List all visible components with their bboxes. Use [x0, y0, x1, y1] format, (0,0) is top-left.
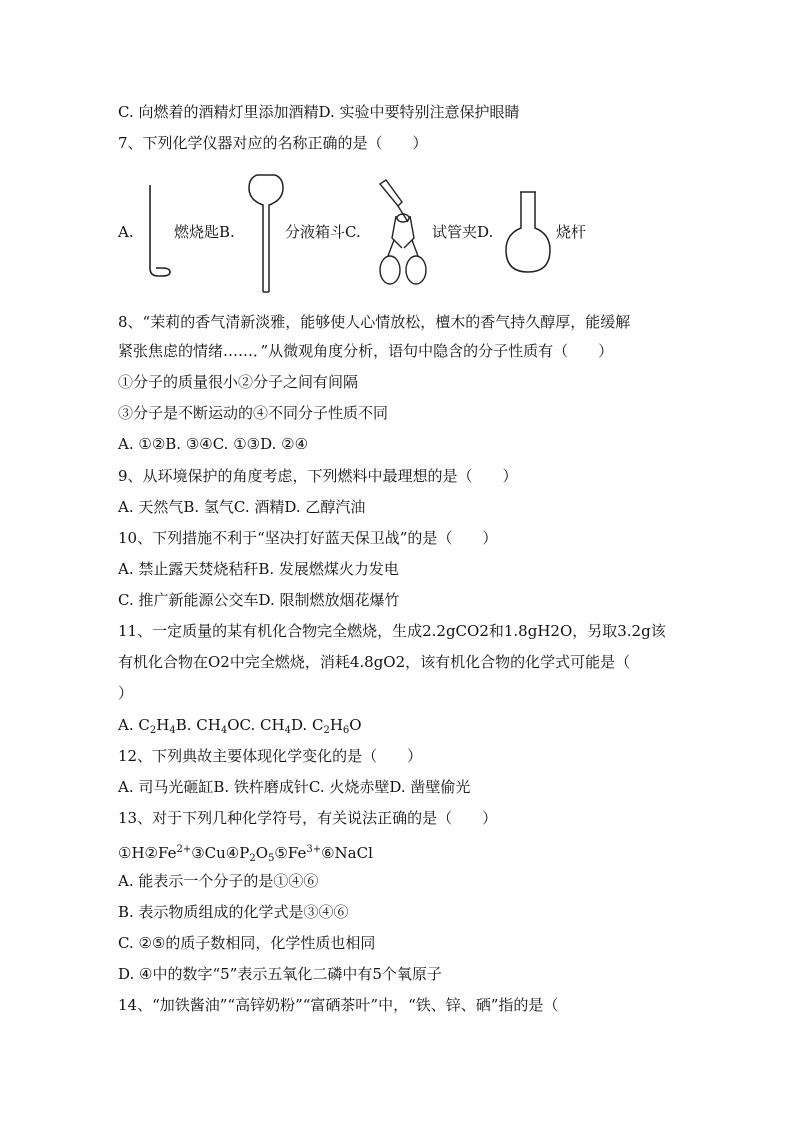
q11-question-line3: ） — [118, 684, 134, 702]
q8-question-line2: 紧张焦虑的情绪……．”从微观角度分析，语句中隐含的分子性质有（ ） — [118, 342, 614, 360]
q7-question: 7、下列化学仪器对应的名称正确的是（ ） — [118, 134, 428, 152]
q6-options-cd: C. 向燃着的酒精灯里添加酒精D. 实验中要特别注意保护眼睛 — [118, 103, 520, 121]
q7-option-b-name: 分液箱斗C. — [285, 223, 361, 241]
q7-option-d-name: 烧杆 — [556, 223, 587, 241]
q8-statements-1: ①分子的质量很小②分子之间有间隔 — [118, 373, 359, 391]
q8-options: A. ①②B. ③④C. ①③D. ②④ — [118, 435, 309, 453]
separatory-funnel-icon — [246, 170, 286, 298]
q9-options: A. 天然气B. 氢气C. 酒精D. 乙醇汽油 — [118, 498, 366, 516]
q13-symbols: $①H②Fe^{2+}③Cu④P_2O_5⑤Fe^{3+}⑥NaCl$ — [118, 844, 373, 864]
q12-options: A. 司马光砸缸B. 铁杵磨成针C. 火烧赤壁D. 凿壁偷光 — [118, 778, 471, 796]
q10-options-ab: A. 禁止露天焚烧秸秆B. 发展燃煤火力发电 — [118, 560, 399, 578]
q11-question-line2: 有机化合物在O2中完全燃烧，消耗4.8gO2，该有机化合物的化学式可能是（ — [118, 653, 631, 671]
q9-question: 9、从环境保护的角度考虑，下列燃料中最理想的是（ ） — [118, 467, 518, 485]
q8-statements-2: ③分子是不断运动的④不同分子性质不同 — [118, 404, 389, 422]
q10-question: 10、下列措施不利于“坚决打好蓝天保卫战”的是（ ） — [118, 529, 498, 547]
q12-question: 12、下列典故主要体现化学变化的是（ ） — [118, 747, 423, 765]
q13-option-b: B. 表示物质组成的化学式是③④⑥ — [118, 903, 349, 921]
q11-options: A. $C_2H_4B$. $CH_4OC$. $CH_4D$. $C_2H_6O$ — [118, 716, 362, 736]
q13-option-a: A. 能表示一个分子的是①④⑥ — [118, 872, 319, 890]
q7-option-c-name: 试管夹D. — [432, 223, 494, 241]
q13-question: 13、对于下列几种化学符号，有关说法正确的是（ ） — [118, 809, 498, 827]
round-bottom-flask-icon — [500, 186, 556, 278]
q7-apparatus-row — [0, 170, 794, 300]
q13-option-d: D. ④中的数字“5”表示五氧化二磷中有5个氧原子 — [118, 965, 442, 983]
test-tube-clamp-icon — [372, 178, 434, 290]
q14-question: 14、“加铁酱油”“高锌奶粉”“富硒茶叶”中，“铁、锌、硒”指的是（ — [118, 996, 559, 1014]
q13-option-c: C. ②⑤的质子数相同，化学性质也相同 — [118, 934, 376, 952]
q11-question-line1: 11、一定质量的某有机化合物完全燃烧，生成2.2gCO2和1.8gH2O，另取3.2g该 — [118, 622, 666, 640]
q10-options-cd: C. 推广新能源公交车D. 限制燃放烟花爆竹 — [118, 591, 400, 609]
q8-question-line1: 8、“茉莉的香气清新淡雅，能够使人心情放松，檀木的香气持久醇厚，能缓解 — [118, 313, 631, 331]
q7-option-a-name: 燃烧匙B. — [174, 223, 235, 241]
q7-option-a-letter: A. — [118, 223, 134, 241]
